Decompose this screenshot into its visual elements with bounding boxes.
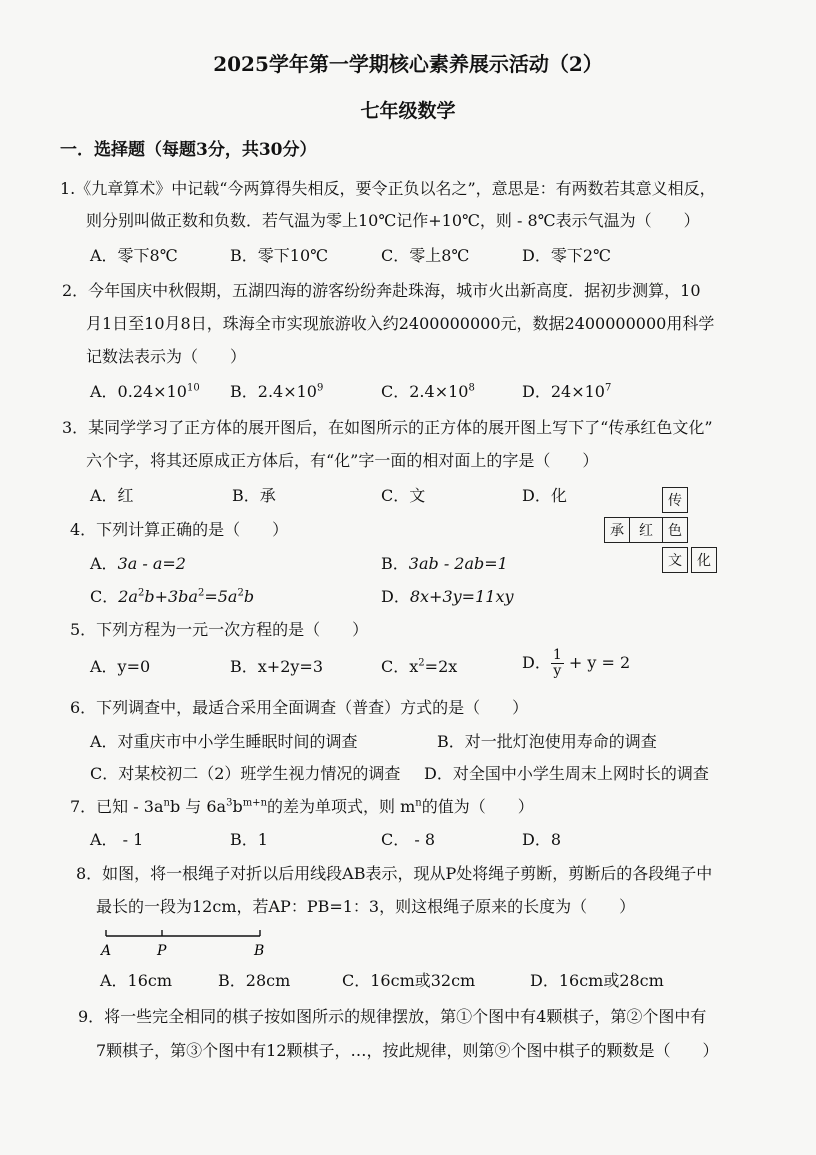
q6-option-a[interactable]: A．对重庆市中小学生睡眠时间的调查 (90, 732, 358, 751)
q8-option-b[interactable]: B．28cm (218, 971, 291, 990)
cube-net-figure (604, 487, 720, 575)
net-cell-se: 色 (662, 517, 688, 543)
q6-stem: 6．下列调查中，最适合采用全面调查（普查）方式的是（ ） (70, 698, 529, 717)
net-cell-cheng: 承 (604, 517, 630, 543)
section-heading: 一．选择题（每题3分，共30分） (60, 140, 317, 160)
q8-option-a[interactable]: A．16cm (100, 971, 173, 990)
q6-option-d[interactable]: D．对全国中小学生周末上网时长的调查 (424, 764, 709, 783)
q1-line1: 1.《九章算术》中记载“今两算得失相反，要令正负以名之”，意思是：有两数若其意义相反， (60, 179, 716, 198)
q3-option-d[interactable]: D．化 (522, 486, 567, 505)
q5-option-a[interactable]: A．y=0 (90, 657, 151, 676)
q4-option-c[interactable]: C．$2a^2b+3ba^2=5a^2b$ (90, 587, 255, 606)
label-a: A (101, 943, 112, 959)
net-cell-wen: 文 (662, 547, 688, 573)
q3-option-a[interactable]: A．红 (90, 486, 134, 505)
net-cell-hong: 红 (639, 523, 653, 539)
q3-line2: 六个字，将其还原成正方体后，有“化”字一面的相对面上的字是（ ） (86, 451, 599, 470)
q8-option-d[interactable]: D．16cm或28cm (530, 971, 664, 990)
q5-fraction: $\frac{1}{y}$ (552, 647, 562, 679)
q6-option-b[interactable]: B．对一批灯泡使用寿命的调查 (437, 732, 657, 751)
q1-option-b[interactable]: B．零下10℃ (230, 246, 329, 265)
q3-option-c[interactable]: C．文 (381, 486, 426, 505)
q5-stem: 5．下列方程为一元一次方程的是（ ） (70, 620, 369, 639)
q2-option-d[interactable]: D．$24\times 10^7$ (522, 382, 612, 401)
q2-option-c[interactable]: C．$2.4\times 10^8$ (381, 382, 475, 401)
q8-line2: 最长的一段为12cm，若AP：PB=1：3，则这根绳子原来的长度为（ ） (96, 897, 636, 916)
q5-option-c[interactable]: C．$x^2=2x$ (381, 657, 458, 676)
q5-option-b[interactable]: B．x+2y=3 (230, 657, 323, 676)
q1-option-a[interactable]: A．零下8℃ (90, 246, 178, 265)
q1-option-d[interactable]: D．零下2℃ (522, 246, 611, 265)
q1-line2: 则分别叫做正数和负数．若气温为零上10℃记作+10℃，则 - 8℃表示气温为（ ） (86, 211, 700, 230)
q1-option-c[interactable]: C．零上8℃ (381, 246, 470, 265)
q2-option-b[interactable]: B．$2.4\times 10^9$ (230, 382, 324, 401)
q8-option-c[interactable]: C．16cm或32cm (342, 971, 476, 990)
q4-option-d[interactable]: D．8x+3y=11xy (381, 587, 514, 606)
q7-option-b[interactable]: B．1 (230, 830, 268, 849)
net-cell-hua: 化 (691, 547, 717, 573)
q7-option-a[interactable]: A． - 1 (90, 830, 144, 849)
exam-subtitle: 七年级数学 (360, 100, 456, 122)
label-b: B (254, 943, 265, 959)
label-p: P (157, 943, 167, 959)
q4-option-a[interactable]: A．3a - a=2 (90, 554, 186, 573)
q6-option-c[interactable]: C．对某校初二（2）班学生视力情况的调查 (90, 764, 401, 783)
q7-option-d[interactable]: D．8 (522, 830, 562, 849)
q2-line1: 2．今年国庆中秋假期，五湖四海的游客纷纷奔赴珠海，城市火出新高度．据初步测算，10 (62, 281, 701, 300)
q3-line1: 3．某同学学习了正方体的展开图后，在如图所示的正方体的展开图上写下了“传承红色文化” (62, 418, 713, 437)
q4-option-b[interactable]: B．3ab - 2ab=1 (381, 554, 508, 573)
q7-stem: 7．已知 - $3a^nb$ 与 $6a^3b^{m+n}$的差为单项式，则 $m^n$的值为（ ） (70, 797, 534, 816)
q9-line1: 9．将一些完全相同的棋子按如图所示的规律摆放，第①个图中有4颗棋子，第②个图中有 (78, 1007, 707, 1026)
q2-option-a[interactable]: A．$0.24\times 10^{10}$ (90, 382, 200, 401)
net-cell-chuan: 传 (662, 487, 688, 513)
q7-option-c[interactable]: C． - 8 (381, 830, 436, 849)
q4-stem: 4．下列计算正确的是（ ） (70, 520, 289, 539)
q2-line3: 记数法表示为（ ） (86, 347, 247, 366)
exam-title: 2025学年第一学期核心素养展示活动（2） (213, 52, 603, 76)
q3-option-b[interactable]: B．承 (232, 486, 276, 505)
q9-line2: 7颗棋子，第③个图中有12颗棋子，…，按此规律，则第⑨个图中棋子的颗数是（ ） (96, 1041, 719, 1060)
q2-line2: 月1日至10月8日，珠海全市实现旅游收入约2400000000元，数据2400000000用科学 (86, 314, 715, 333)
segment-ab-figure (100, 922, 270, 962)
net-middle-frame (630, 517, 662, 543)
q8-line1: 8．如图，将一根绳子对折以后用线段AB表示，现从P处将绳子剪断，剪断后的各段绳子中 (76, 864, 713, 883)
q5-option-d[interactable]: D． $\frac{1}{y}$ + y = 2 (522, 647, 631, 679)
